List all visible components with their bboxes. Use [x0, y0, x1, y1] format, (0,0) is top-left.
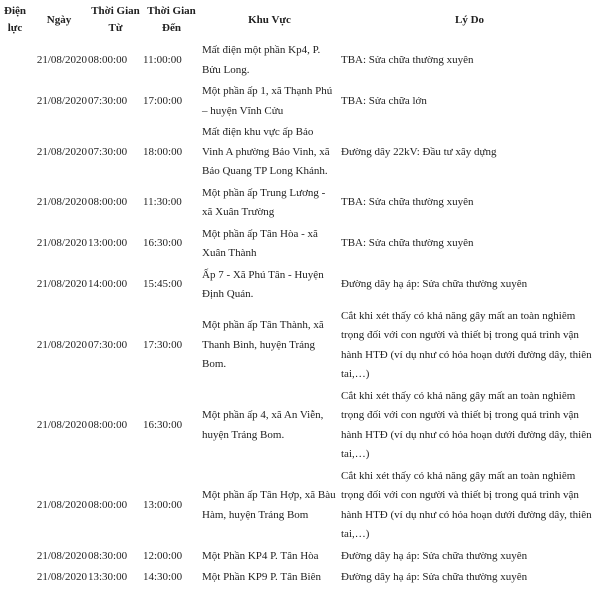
cell-thoi-gian-den: 18:00:00: [143, 145, 183, 158]
cell-dien-luc: [0, 546, 30, 568]
cell-dien-luc: [0, 567, 30, 589]
cell-ngay: 21/08/2020: [36, 549, 87, 562]
cell-ly-do: TBA: Sửa chữa lớn: [341, 94, 427, 107]
cell-thoi-gian-tu: 07:30:00: [88, 338, 128, 351]
cell-khu-vuc: Mất điện khu vực ấp Bảo Vinh A phường Bảo Vinh, xã Bảo Quang TP Long Khánh.: [202, 126, 330, 177]
cell-khu-vuc: Một Phần KP9 P. Tân Biên: [202, 571, 321, 583]
cell-thoi-gian-den: 16:30:00: [143, 418, 183, 431]
cell-thoi-gian-den: 13:00:00: [143, 498, 183, 511]
cell-khu-vuc: Một phần ấp Tân Thành, xã Thanh Bình, huyện Trảng Bom.: [202, 319, 324, 371]
cell-ly-do: Đường dây hạ áp: Sửa chữa thường xuyên: [341, 278, 528, 291]
cell-khu-vuc: Một phần ấp 1, xã Thạnh Phú – huyện Vĩnh Cửu: [202, 85, 333, 117]
cell-khu-vuc: Một phần ấp Tân Hợp, xã Bàu Hàm, huyện Trảng Bom: [202, 489, 336, 521]
cell-thoi-gian-tu: 08:00:00: [88, 53, 128, 66]
cell-dien-luc: [0, 81, 30, 122]
cell-ngay: 21/08/2020: [36, 237, 87, 250]
table-row: [0, 567, 600, 589]
cell-ly-do: TBA: Sửa chữa thường xuyên: [341, 53, 474, 66]
cell-ngay: 21/08/2020: [36, 278, 87, 291]
cell-thoi-gian-den: 11:30:00: [143, 196, 182, 209]
cell-ngay: 21/08/2020: [36, 53, 87, 66]
table-row: [0, 386, 600, 466]
table-row: [0, 306, 600, 386]
table-row: [0, 265, 600, 306]
cell-ly-do: Đường dây hạ áp: Sửa chữa thường xuyên: [341, 549, 528, 562]
cell-ly-do: Đường dây 22kV: Đầu tư xây dựng: [341, 145, 497, 158]
cell-dien-luc: [0, 466, 30, 546]
cell-thoi-gian-tu: 13:00:00: [88, 237, 128, 250]
cell-thoi-gian-tu: 08:30:00: [88, 549, 128, 562]
cell-ngay: 21/08/2020: [36, 418, 87, 431]
header-dien-luc: Điện lực: [4, 5, 26, 34]
cell-thoi-gian-den: 14:30:00: [143, 571, 183, 583]
cell-thoi-gian-tu: 13:30:00: [88, 571, 128, 583]
table-row: [0, 122, 600, 183]
cell-thoi-gian-tu: 07:30:00: [88, 145, 128, 158]
table-row: [0, 183, 600, 224]
cell-dien-luc: [0, 265, 30, 306]
cell-ngay: 21/08/2020: [36, 94, 87, 107]
cell-thoi-gian-den: 17:00:00: [143, 94, 183, 107]
cell-ly-do: Cắt khi xét thấy có khả năng gây mất an toàn nghiêm trọng đối với con người và thiết bị trong quá trình vận hành HTĐ (ví dụ như có hỏa hoạn dưới đường dây, thiên tai,…): [341, 469, 592, 540]
cell-thoi-gian-tu: 14:00:00: [88, 278, 128, 291]
cell-ngay: 21/08/2020: [36, 571, 87, 583]
cell-khu-vuc: Một Phần KP4 P. Tân Hòa: [202, 549, 319, 562]
cell-ly-do: Đường dây hạ áp: Sửa chữa thường xuyên: [341, 571, 528, 583]
cell-ngay: 21/08/2020: [36, 145, 87, 158]
cell-dien-luc: [0, 183, 30, 224]
cell-thoi-gian-den: 11:00:00: [143, 53, 182, 66]
cell-thoi-gian-den: 17:30:00: [143, 338, 183, 351]
cell-thoi-gian-tu: 08:00:00: [88, 498, 128, 511]
cell-dien-luc: [0, 386, 30, 466]
table-row: [0, 466, 600, 546]
cell-dien-luc: [0, 224, 30, 265]
table-row: [0, 224, 600, 265]
cell-thoi-gian-tu: 08:00:00: [88, 196, 128, 209]
table-row: [0, 546, 600, 568]
cell-thoi-gian-den: 12:00:00: [143, 549, 183, 562]
cell-thoi-gian-tu: 07:30:00: [88, 94, 128, 107]
cell-ly-do: Cắt khi xét thấy có khả năng gây mất an toàn nghiêm trọng đối với con người và thiết bị trong quá trình vận hành HTĐ (ví dụ như có hỏa hoạn dưới đường dây, thiên tai,…): [341, 309, 592, 380]
table-row: [0, 40, 600, 81]
header-khu-vuc: Khu Vực: [248, 13, 291, 26]
cell-thoi-gian-den: 16:30:00: [143, 237, 183, 250]
cell-dien-luc: [0, 40, 30, 81]
table-header-row: [0, 0, 600, 40]
header-ly-do: Lý Do: [454, 13, 485, 26]
header-thoi-gian-tu: Thời Gian Từ: [91, 5, 140, 34]
cell-ngay: 21/08/2020: [36, 498, 87, 511]
table-row: [0, 81, 600, 122]
cell-ngay: 21/08/2020: [36, 338, 87, 351]
cell-khu-vuc: Một phần ấp Tân Hòa - xã Xuân Thành: [202, 227, 318, 259]
cell-khu-vuc: Một phần ấp 4, xã An Viễn, huyện Trảng Bom.: [202, 409, 324, 441]
cell-khu-vuc: Ấp 7 - Xã Phú Tân - Huyện Định Quán.: [202, 268, 324, 300]
header-thoi-gian-den: Thời Gian Đến: [147, 5, 196, 34]
cell-thoi-gian-den: 15:45:00: [143, 278, 183, 291]
cell-thoi-gian-tu: 08:00:00: [88, 418, 128, 431]
cell-ly-do: TBA: Sửa chữa thường xuyên: [341, 196, 474, 209]
cell-dien-luc: [0, 122, 30, 183]
cell-ly-do: TBA: Sửa chữa thường xuyên: [341, 237, 474, 250]
header-ngay: Ngày: [46, 13, 72, 26]
cell-khu-vuc: Mất điện một phần Kp4, P. Bửu Long.: [202, 44, 321, 76]
cell-ly-do: Cắt khi xét thấy có khả năng gây mất an toàn nghiêm trọng đối với con người và thiết bị trong quá trình vận hành HTĐ (ví dụ như có hỏa hoạn dưới đường dây, thiên tai,…): [341, 389, 592, 460]
cell-ngay: 21/08/2020: [36, 196, 87, 209]
cell-khu-vuc: Một phần ấp Trung Lương - xã Xuân Trường: [202, 186, 326, 218]
cell-dien-luc: [0, 306, 30, 386]
